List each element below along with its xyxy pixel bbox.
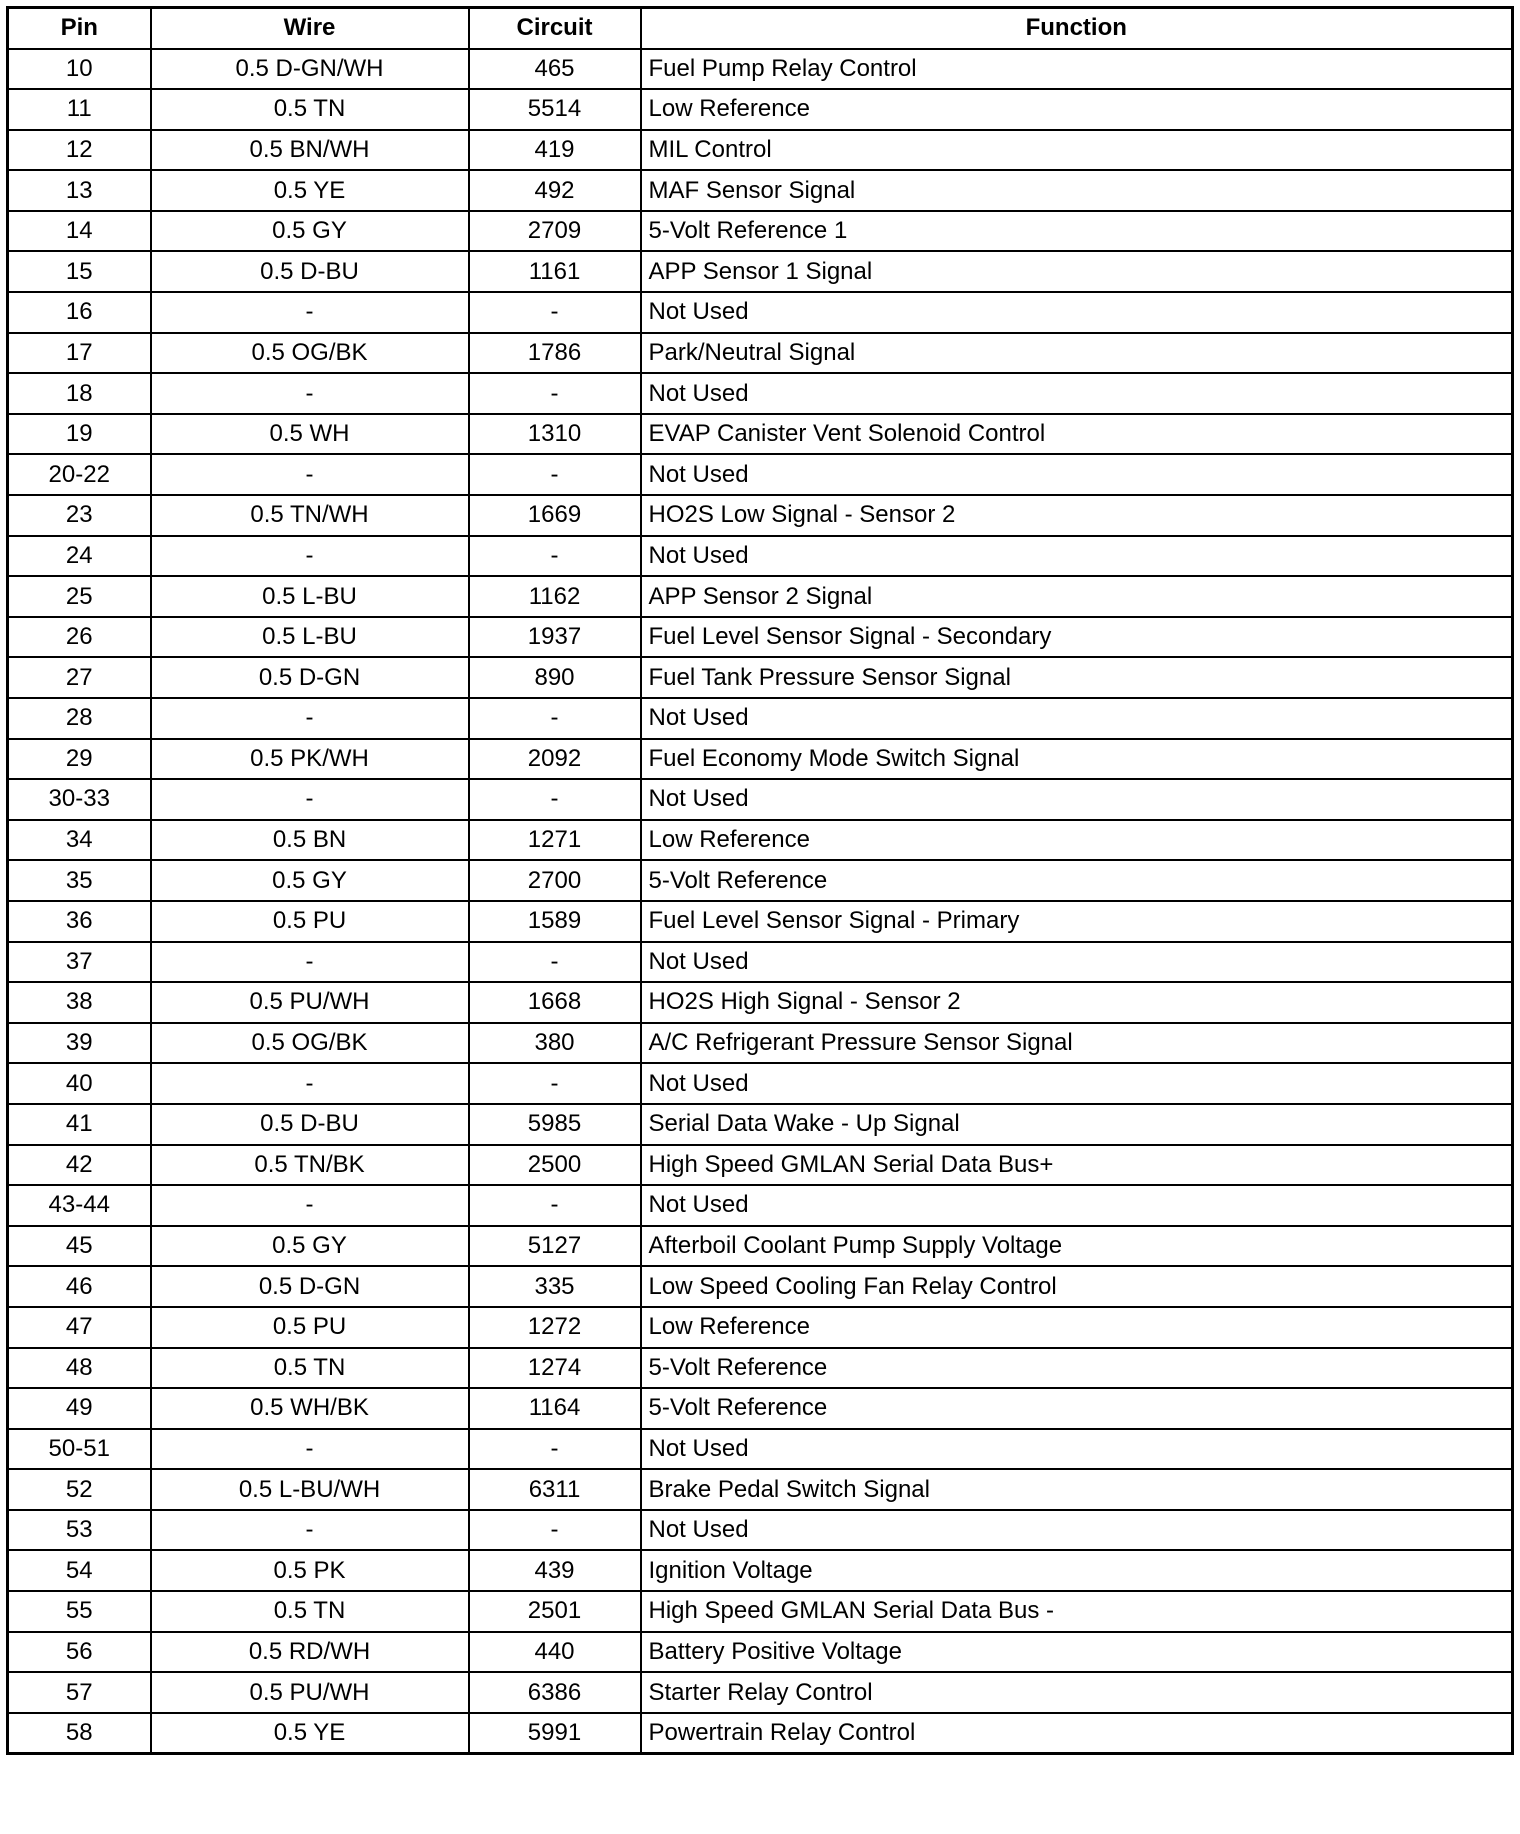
function-cell: Low Reference: [641, 820, 1513, 861]
circuit-cell: 1162: [469, 576, 641, 617]
function-cell: 5-Volt Reference: [641, 1388, 1513, 1429]
circuit-cell: 335: [469, 1266, 641, 1307]
table-row: [8, 211, 1513, 252]
pin-cell: 23: [8, 495, 151, 536]
pin-cell: 19: [8, 414, 151, 455]
wire-cell: 0.5 D-GN/WH: [151, 49, 469, 90]
wire-cell: 0.5 BN/WH: [151, 130, 469, 171]
wire-cell: -: [151, 536, 469, 577]
circuit-cell: 1668: [469, 982, 641, 1023]
circuit-cell: 5127: [469, 1226, 641, 1267]
function-cell: Not Used: [641, 536, 1513, 577]
function-cell: 5-Volt Reference: [641, 860, 1513, 901]
table-row: [8, 1145, 1513, 1186]
table-row: [8, 1469, 1513, 1510]
function-cell: Brake Pedal Switch Signal: [641, 1469, 1513, 1510]
table-row: [8, 901, 1513, 942]
table-row: [8, 89, 1513, 130]
table-row: [8, 414, 1513, 455]
header-pin: Pin: [8, 8, 151, 49]
table-row: [8, 1388, 1513, 1429]
circuit-cell: 465: [469, 49, 641, 90]
wire-cell: 0.5 YE: [151, 1713, 469, 1754]
pin-cell: 28: [8, 698, 151, 739]
function-cell: Not Used: [641, 1063, 1513, 1104]
table-row: [8, 1023, 1513, 1064]
circuit-cell: 2700: [469, 860, 641, 901]
circuit-cell: 2709: [469, 211, 641, 252]
wire-cell: -: [151, 779, 469, 820]
connector-pinout-table: [6, 6, 1514, 1755]
table-row: [8, 1429, 1513, 1470]
table-row: [8, 1672, 1513, 1713]
pin-cell: 18: [8, 373, 151, 414]
pin-cell: 53: [8, 1510, 151, 1551]
pin-cell: 56: [8, 1632, 151, 1673]
table-row: [8, 333, 1513, 374]
function-cell: Not Used: [641, 1185, 1513, 1226]
function-cell: Not Used: [641, 454, 1513, 495]
table-body: [8, 49, 1513, 1754]
function-cell: Powertrain Relay Control: [641, 1713, 1513, 1754]
table-row: [8, 536, 1513, 577]
function-cell: Not Used: [641, 698, 1513, 739]
pin-cell: 13: [8, 170, 151, 211]
pin-cell: 26: [8, 617, 151, 658]
circuit-cell: 890: [469, 657, 641, 698]
function-cell: Battery Positive Voltage: [641, 1632, 1513, 1673]
function-cell: High Speed GMLAN Serial Data Bus -: [641, 1591, 1513, 1632]
table-row: [8, 1591, 1513, 1632]
table-row: [8, 1713, 1513, 1754]
function-cell: Not Used: [641, 1510, 1513, 1551]
header-function: Function: [641, 8, 1513, 49]
wire-cell: 0.5 GY: [151, 1226, 469, 1267]
pin-cell: 45: [8, 1226, 151, 1267]
pin-cell: 46: [8, 1266, 151, 1307]
pin-cell: 40: [8, 1063, 151, 1104]
pin-cell: 36: [8, 901, 151, 942]
function-cell: Not Used: [641, 292, 1513, 333]
table-row: [8, 292, 1513, 333]
pin-cell: 17: [8, 333, 151, 374]
table-row: [8, 1266, 1513, 1307]
pin-cell: 20-22: [8, 454, 151, 495]
function-cell: Starter Relay Control: [641, 1672, 1513, 1713]
circuit-cell: -: [469, 779, 641, 820]
circuit-cell: -: [469, 536, 641, 577]
function-cell: Ignition Voltage: [641, 1550, 1513, 1591]
wire-cell: 0.5 YE: [151, 170, 469, 211]
function-cell: Park/Neutral Signal: [641, 333, 1513, 374]
circuit-cell: 439: [469, 1550, 641, 1591]
wire-cell: 0.5 BN: [151, 820, 469, 861]
table-row: [8, 820, 1513, 861]
table-row: [8, 982, 1513, 1023]
function-cell: Fuel Level Sensor Signal - Secondary: [641, 617, 1513, 658]
table-row: [8, 1510, 1513, 1551]
circuit-cell: 5991: [469, 1713, 641, 1754]
pin-cell: 10: [8, 49, 151, 90]
wire-cell: 0.5 WH/BK: [151, 1388, 469, 1429]
pin-cell: 58: [8, 1713, 151, 1754]
pin-cell: 30-33: [8, 779, 151, 820]
circuit-cell: -: [469, 454, 641, 495]
table-row: [8, 1307, 1513, 1348]
circuit-cell: 380: [469, 1023, 641, 1064]
circuit-cell: 1937: [469, 617, 641, 658]
circuit-cell: -: [469, 1185, 641, 1226]
table-row: [8, 130, 1513, 171]
wire-cell: 0.5 WH: [151, 414, 469, 455]
wire-cell: 0.5 GY: [151, 860, 469, 901]
function-cell: HO2S Low Signal - Sensor 2: [641, 495, 1513, 536]
wire-cell: 0.5 PK: [151, 1550, 469, 1591]
table-row: [8, 779, 1513, 820]
circuit-cell: 1786: [469, 333, 641, 374]
function-cell: Low Reference: [641, 89, 1513, 130]
wire-cell: 0.5 L-BU/WH: [151, 1469, 469, 1510]
wire-cell: 0.5 D-GN: [151, 1266, 469, 1307]
function-cell: HO2S High Signal - Sensor 2: [641, 982, 1513, 1023]
wire-cell: -: [151, 1429, 469, 1470]
function-cell: Fuel Tank Pressure Sensor Signal: [641, 657, 1513, 698]
circuit-cell: -: [469, 1429, 641, 1470]
function-cell: EVAP Canister Vent Solenoid Control: [641, 414, 1513, 455]
function-cell: Not Used: [641, 942, 1513, 983]
wire-cell: -: [151, 373, 469, 414]
wire-cell: -: [151, 1185, 469, 1226]
table-row: [8, 495, 1513, 536]
circuit-cell: 5514: [469, 89, 641, 130]
wire-cell: 0.5 TN: [151, 89, 469, 130]
pin-cell: 37: [8, 942, 151, 983]
wire-cell: -: [151, 454, 469, 495]
wire-cell: 0.5 PU/WH: [151, 1672, 469, 1713]
table-row: [8, 1185, 1513, 1226]
circuit-cell: 1274: [469, 1348, 641, 1389]
function-cell: MIL Control: [641, 130, 1513, 171]
function-cell: A/C Refrigerant Pressure Sensor Signal: [641, 1023, 1513, 1064]
circuit-cell: 6386: [469, 1672, 641, 1713]
circuit-cell: 1271: [469, 820, 641, 861]
function-cell: Not Used: [641, 779, 1513, 820]
table-row: [8, 576, 1513, 617]
pin-cell: 25: [8, 576, 151, 617]
pin-cell: 41: [8, 1104, 151, 1145]
function-cell: Not Used: [641, 1429, 1513, 1470]
circuit-cell: -: [469, 942, 641, 983]
wire-cell: 0.5 L-BU: [151, 576, 469, 617]
circuit-cell: 492: [469, 170, 641, 211]
wire-cell: 0.5 GY: [151, 211, 469, 252]
pin-cell: 12: [8, 130, 151, 171]
wire-cell: 0.5 TN: [151, 1591, 469, 1632]
wire-cell: 0.5 OG/BK: [151, 1023, 469, 1064]
pin-cell: 35: [8, 860, 151, 901]
wire-cell: 0.5 PU: [151, 901, 469, 942]
function-cell: Fuel Economy Mode Switch Signal: [641, 739, 1513, 780]
table-row: [8, 657, 1513, 698]
circuit-cell: 2500: [469, 1145, 641, 1186]
function-cell: 5-Volt Reference: [641, 1348, 1513, 1389]
table-row: [8, 373, 1513, 414]
pin-cell: 27: [8, 657, 151, 698]
wire-cell: 0.5 PU/WH: [151, 982, 469, 1023]
function-cell: 5-Volt Reference 1: [641, 211, 1513, 252]
table-header: [8, 8, 1513, 49]
wire-cell: 0.5 L-BU: [151, 617, 469, 658]
pin-cell: 48: [8, 1348, 151, 1389]
function-cell: Low Reference: [641, 1307, 1513, 1348]
circuit-cell: 1589: [469, 901, 641, 942]
pin-cell: 16: [8, 292, 151, 333]
function-cell: High Speed GMLAN Serial Data Bus+: [641, 1145, 1513, 1186]
table-row: [8, 1632, 1513, 1673]
header-circuit: Circuit: [469, 8, 641, 49]
circuit-cell: 1164: [469, 1388, 641, 1429]
table-row: [8, 170, 1513, 211]
pin-cell: 29: [8, 739, 151, 780]
function-cell: Fuel Level Sensor Signal - Primary: [641, 901, 1513, 942]
table-row: [8, 1104, 1513, 1145]
circuit-cell: 419: [469, 130, 641, 171]
circuit-cell: -: [469, 292, 641, 333]
wire-cell: 0.5 D-BU: [151, 1104, 469, 1145]
pin-cell: 14: [8, 211, 151, 252]
function-cell: Fuel Pump Relay Control: [641, 49, 1513, 90]
circuit-cell: 2092: [469, 739, 641, 780]
wire-cell: -: [151, 942, 469, 983]
pin-cell: 34: [8, 820, 151, 861]
header-wire: Wire: [151, 8, 469, 49]
pin-cell: 47: [8, 1307, 151, 1348]
function-cell: Not Used: [641, 373, 1513, 414]
wire-cell: 0.5 TN/WH: [151, 495, 469, 536]
circuit-cell: -: [469, 373, 641, 414]
pin-cell: 42: [8, 1145, 151, 1186]
wire-cell: -: [151, 1510, 469, 1551]
table-row: [8, 1063, 1513, 1104]
pin-cell: 49: [8, 1388, 151, 1429]
table-row: [8, 942, 1513, 983]
circuit-cell: 1272: [469, 1307, 641, 1348]
wire-cell: 0.5 PK/WH: [151, 739, 469, 780]
table-row: [8, 251, 1513, 292]
wire-cell: -: [151, 698, 469, 739]
circuit-cell: 1161: [469, 251, 641, 292]
table-row: [8, 698, 1513, 739]
circuit-cell: -: [469, 1510, 641, 1551]
function-cell: MAF Sensor Signal: [641, 170, 1513, 211]
pin-cell: 11: [8, 89, 151, 130]
circuit-cell: 2501: [469, 1591, 641, 1632]
pin-cell: 39: [8, 1023, 151, 1064]
pin-cell: 24: [8, 536, 151, 577]
table-row: [8, 1226, 1513, 1267]
circuit-cell: 1310: [469, 414, 641, 455]
pin-cell: 43-44: [8, 1185, 151, 1226]
table-row: [8, 1348, 1513, 1389]
circuit-cell: 440: [469, 1632, 641, 1673]
wire-cell: 0.5 TN/BK: [151, 1145, 469, 1186]
wire-cell: 0.5 RD/WH: [151, 1632, 469, 1673]
table-row: [8, 739, 1513, 780]
circuit-cell: 5985: [469, 1104, 641, 1145]
circuit-cell: -: [469, 698, 641, 739]
function-cell: Serial Data Wake - Up Signal: [641, 1104, 1513, 1145]
pin-cell: 38: [8, 982, 151, 1023]
table-row: [8, 860, 1513, 901]
function-cell: APP Sensor 2 Signal: [641, 576, 1513, 617]
circuit-cell: 1669: [469, 495, 641, 536]
table-row: [8, 454, 1513, 495]
circuit-cell: -: [469, 1063, 641, 1104]
wire-cell: 0.5 D-BU: [151, 251, 469, 292]
table-row: [8, 1550, 1513, 1591]
wire-cell: -: [151, 292, 469, 333]
function-cell: Afterboil Coolant Pump Supply Voltage: [641, 1226, 1513, 1267]
header-row: [8, 8, 1513, 49]
pin-cell: 52: [8, 1469, 151, 1510]
function-cell: Low Speed Cooling Fan Relay Control: [641, 1266, 1513, 1307]
function-cell: APP Sensor 1 Signal: [641, 251, 1513, 292]
pin-cell: 55: [8, 1591, 151, 1632]
table-row: [8, 49, 1513, 90]
wire-cell: 0.5 TN: [151, 1348, 469, 1389]
wire-cell: 0.5 PU: [151, 1307, 469, 1348]
pin-cell: 50-51: [8, 1429, 151, 1470]
wire-cell: 0.5 D-GN: [151, 657, 469, 698]
circuit-cell: 6311: [469, 1469, 641, 1510]
wire-cell: -: [151, 1063, 469, 1104]
pin-cell: 57: [8, 1672, 151, 1713]
pin-cell: 15: [8, 251, 151, 292]
table-row: [8, 617, 1513, 658]
pin-cell: 54: [8, 1550, 151, 1591]
wire-cell: 0.5 OG/BK: [151, 333, 469, 374]
